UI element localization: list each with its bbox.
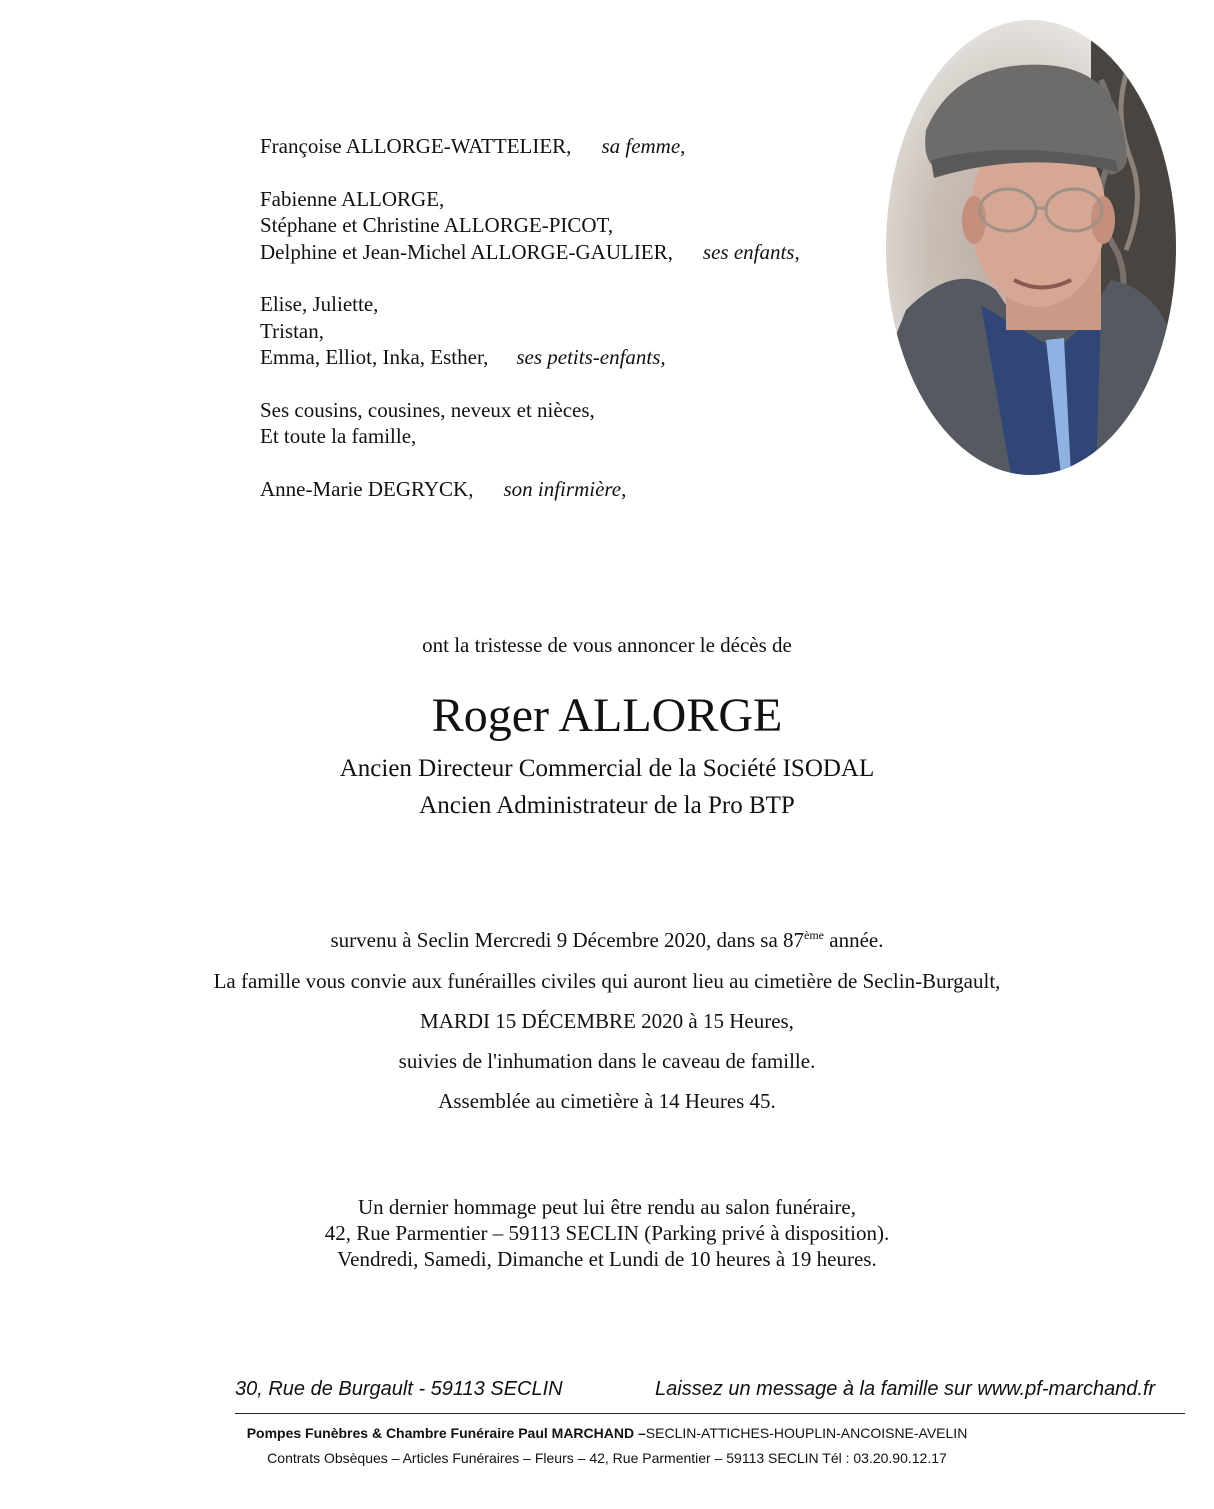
footer-divider <box>235 1413 1185 1414</box>
homage-line-1: Un dernier hommage peut lui être rendu au salon funéraire, <box>358 1195 856 1219</box>
family-member-name: Anne-Marie DEGRYCK, <box>260 476 474 501</box>
death-notice-end: année. <box>824 928 884 952</box>
deceased-title-2: Ancien Administrateur de la Pro BTP <box>419 792 795 819</box>
family-line <box>260 397 800 424</box>
gathering-time: Assemblée au cimetière à 14 Heures 45. <box>438 1089 776 1113</box>
deceased-name: Roger ALLORGE <box>431 689 783 742</box>
footer-address: 30, Rue de Burgault - 59113 SECLIN <box>235 1378 563 1400</box>
family-line <box>260 344 800 371</box>
family-block <box>260 133 800 160</box>
family-member-name: Et toute la famille, <box>260 424 417 448</box>
family-member-name: Emma, Elliot, Inka, Esther, <box>260 345 489 369</box>
family-line <box>260 291 800 318</box>
family-member-name: Ses cousins, cousines, neveux et nièces, <box>260 397 595 422</box>
announcement-intro: ont la tristesse de vous annoncer le décès de <box>422 633 792 657</box>
family-block <box>260 291 800 371</box>
homage-line-3: Vendredi, Samedi, Dimanche et Lundi de 10 heures à 19 heures. <box>337 1247 877 1271</box>
family-list <box>260 133 800 528</box>
family-block <box>260 476 800 503</box>
family-block <box>260 397 800 450</box>
funeral-invitation: La famille vous convie aux funérailles civiles qui auront lieu au cimetière de Seclin-Burgault, <box>213 969 1001 993</box>
burial-note: suivies de l'inhumation dans le caveau de famille. <box>398 1049 816 1073</box>
family-line <box>260 476 800 503</box>
portrait-photo <box>886 20 1176 475</box>
family-member-name: Fabienne ALLORGE, <box>260 186 445 211</box>
family-line <box>260 318 800 345</box>
family-member-name: Delphine et Jean-Michel ALLORGE-GAULIER, <box>260 239 673 264</box>
footer-website-message: Laissez un message à la famille sur www.pf-marchand.fr <box>655 1378 1156 1400</box>
footer-company <box>0 1425 1214 1441</box>
footer-company-towns: SECLIN-ATTICHES-HOUPLIN-ANCOISNE-AVELIN <box>645 1425 968 1441</box>
family-line <box>260 212 800 239</box>
death-notice-text: survenu à Seclin Mercredi 9 Décembre 2020, dans sa 87 <box>330 928 805 952</box>
family-line <box>260 423 800 450</box>
family-member-name: Tristan, <box>260 318 324 343</box>
family-member-name: Elise, Juliette, <box>260 292 379 316</box>
footer-company-name: Pompes Funèbres & Chambre Funéraire Paul MARCHAND – <box>246 1425 646 1441</box>
family-relation: ses petits-enfants, <box>516 345 666 369</box>
footer-services: Contrats Obsèques – Articles Funéraires – Fleurs – 42, Rue Parmentier – 59113 SECLIN Tél : 03.20.90.12.17 <box>267 1450 947 1466</box>
homage-line-2: 42, Rue Parmentier – 59113 SECLIN (Parking privé à disposition). <box>324 1221 890 1245</box>
family-member-name: Françoise ALLORGE-WATTELIER, <box>260 134 572 158</box>
deceased-title-1: Ancien Directeur Commercial de la Société ISODAL <box>339 755 875 782</box>
family-relation: son infirmière, <box>503 476 627 501</box>
family-line <box>260 239 800 266</box>
death-notice-ordinal: ème <box>804 928 825 942</box>
family-line <box>260 186 800 213</box>
family-block <box>260 186 800 266</box>
funeral-date: MARDI 15 DÉCEMBRE 2020 à 15 Heures, <box>420 1009 794 1033</box>
family-relation: sa femme, <box>601 134 686 158</box>
family-relation: ses enfants, <box>702 239 800 264</box>
family-member-name: Stéphane et Christine ALLORGE-PICOT, <box>260 213 614 237</box>
death-notice <box>0 928 1214 953</box>
family-line <box>260 133 800 160</box>
